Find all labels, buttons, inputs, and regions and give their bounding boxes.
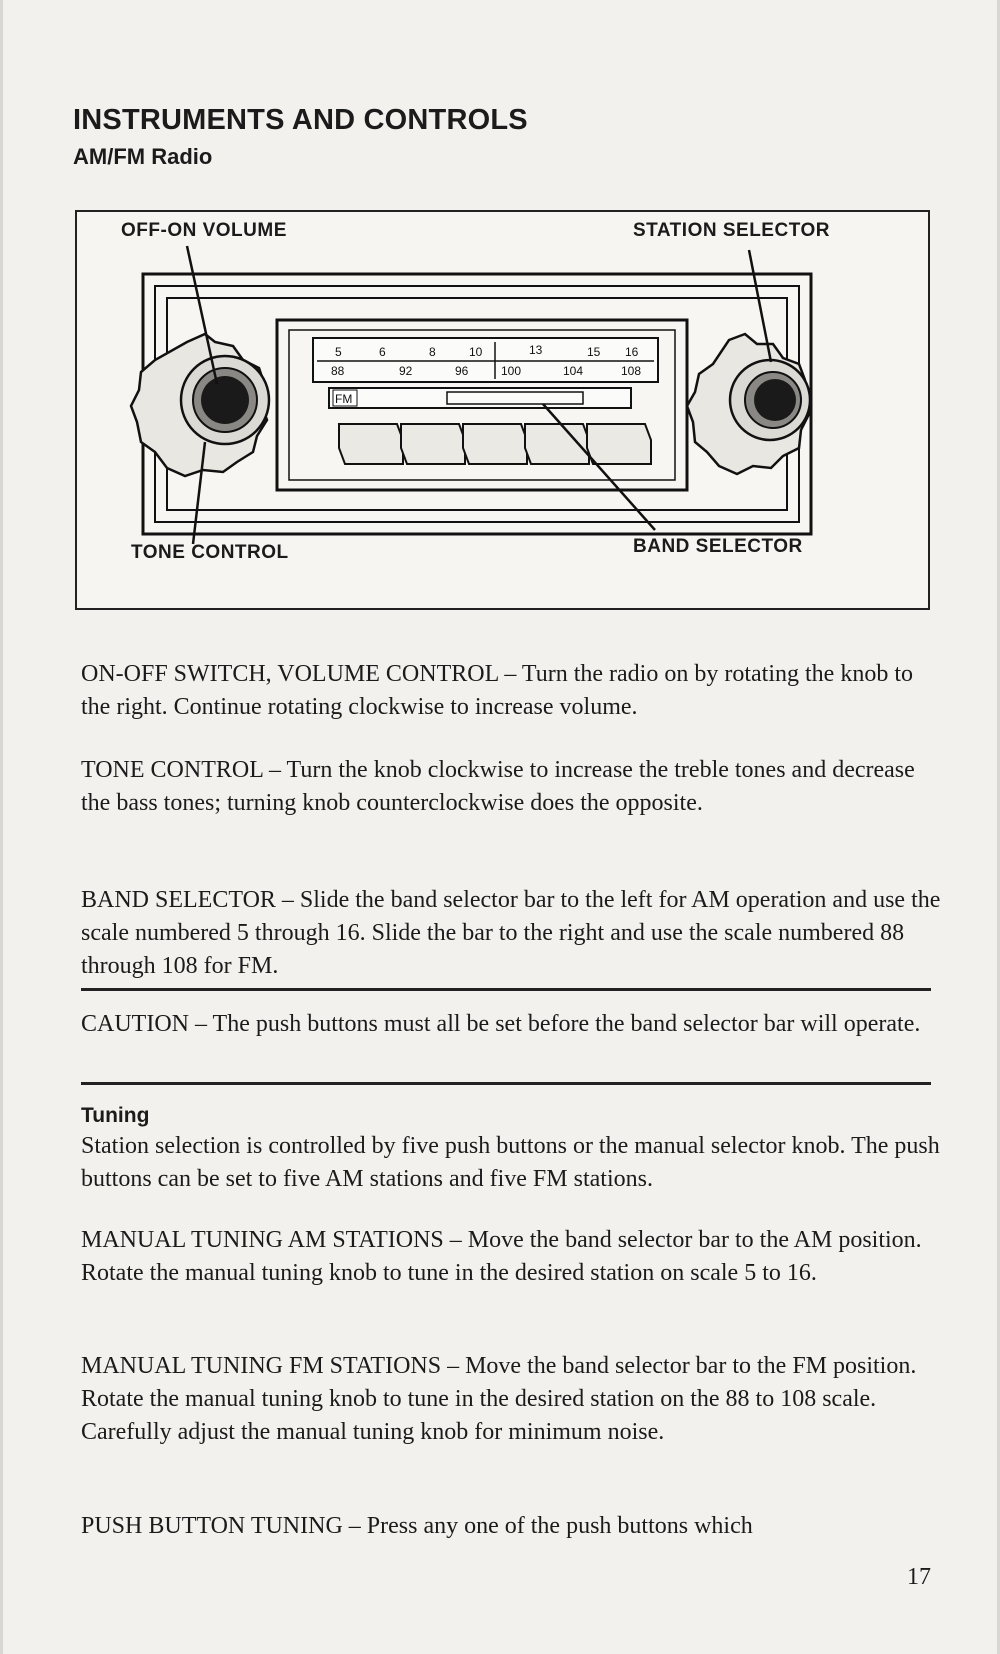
callout-band-selector: BAND SELECTOR — [633, 536, 803, 557]
caution-paragraph: CAUTION – The push buttons must all be set before the band selector bar will operate. — [81, 1011, 921, 1037]
push-button — [401, 424, 465, 464]
tuning-heading: Tuning — [81, 1104, 150, 1127]
fm-tick-label: 100 — [501, 364, 522, 378]
caution-top-rule — [81, 988, 931, 991]
push-buttons — [339, 424, 651, 464]
caution-bottom-rule — [81, 1082, 931, 1085]
manual-am-paragraph: MANUAL TUNING AM STATIONS – Move the band selector bar to the AM position. Rotate the manual tuning knob to tune in the desired station on scale 5 to 16. — [81, 1227, 922, 1286]
band-selector-paragraph: BAND SELECTOR – Slide the band selector bar to the left for AM operation and use the scale numbered 5 through 16. Slide the bar to the right and use the scale numbered 88 through 108 for FM. — [81, 887, 941, 979]
am-tick-label: 13 — [529, 343, 543, 357]
am-tick-label: 8 — [429, 345, 436, 359]
push-button-paragraph: PUSH BUTTON TUNING – Press any one of the push buttons which — [81, 1513, 753, 1539]
am-tick-label: 16 — [625, 345, 639, 359]
dial-window — [313, 338, 658, 382]
fm-tick-label: 88 — [331, 364, 345, 378]
on-off-switch-paragraph: ON-OFF SWITCH, VOLUME CONTROL – Turn the radio on by rotating the knob to the right. Continue rotating clockwise to increase volume. — [81, 661, 913, 720]
am-tick-label: 5 — [335, 345, 342, 359]
push-button — [587, 424, 651, 464]
push-button — [463, 424, 527, 464]
push-button — [339, 424, 403, 464]
band-selector-bar — [329, 388, 631, 408]
callout-station-selector: STATION SELECTOR — [633, 220, 830, 241]
page-subtitle: AM/FM Radio — [73, 144, 213, 169]
page-title: INSTRUMENTS AND CONTROLS — [73, 104, 528, 136]
tone-control-paragraph: TONE CONTROL – Turn the knob clockwise to increase the treble tones and decrease the bass tones; turning knob counterclockwise does the opposite. — [81, 757, 915, 816]
page-number: 17 — [907, 1564, 931, 1590]
fm-tick-label: 104 — [563, 364, 584, 378]
am-tick-label: 15 — [587, 345, 601, 359]
fm-tick-label: 96 — [455, 364, 469, 378]
radio-illustration — [75, 210, 930, 610]
tuning-paragraph: Station selection is controlled by five push buttons or the manual selector knob. The push buttons can be set to five AM stations and five FM stations. — [81, 1133, 940, 1192]
fm-tick-label: 108 — [621, 364, 642, 378]
band-indicator: FM — [335, 392, 353, 406]
callout-off-on-volume: OFF-ON VOLUME — [121, 220, 287, 241]
manual-fm-paragraph: MANUAL TUNING FM STATIONS – Move the band selector bar to the FM position. Rotate the manual tuning knob to tune in the desired station on the 88 to 108 scale. Carefully adjust the manual tuning knob for minimum noise. — [81, 1353, 917, 1445]
callout-tone-control: TONE CONTROL — [131, 542, 289, 563]
am-tick-label: 6 — [379, 345, 386, 359]
fm-tick-label: 92 — [399, 364, 413, 378]
am-tick-label: 10 — [469, 345, 483, 359]
